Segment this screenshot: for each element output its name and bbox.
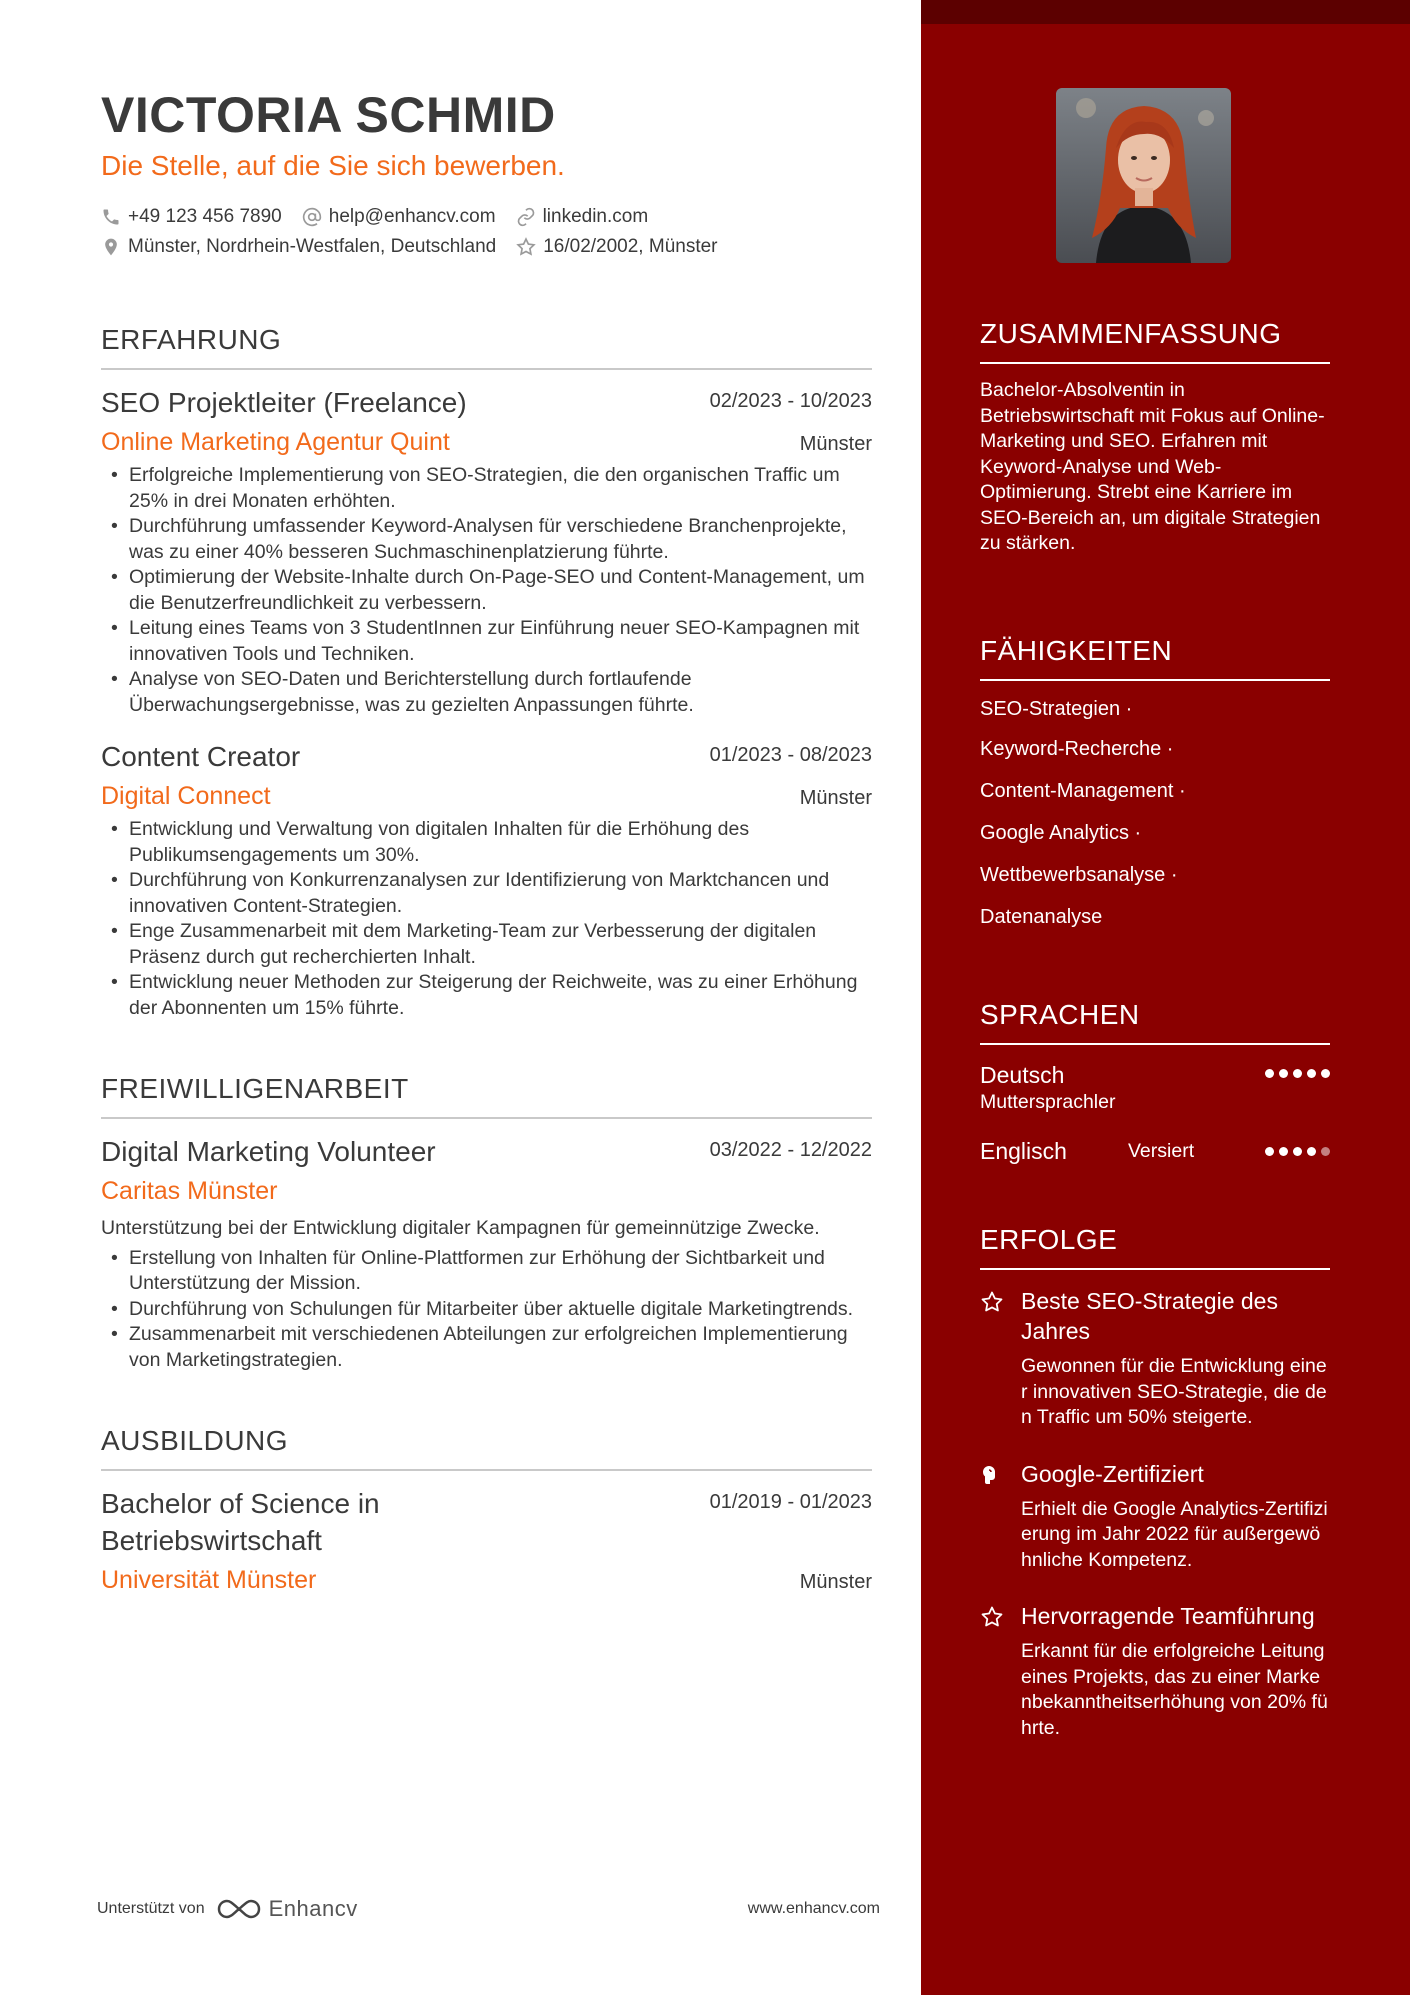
- section-title: AUSBILDUNG: [101, 1423, 872, 1471]
- role-title: SEO Projektleiter (Freelance): [101, 387, 467, 418]
- section-title: FREIWILLIGENARBEIT: [101, 1071, 872, 1119]
- section-title: ZUSAMMENFASSUNG: [980, 316, 1330, 364]
- skills-list: [980, 681, 1330, 933]
- rating-dot-filled: [1307, 1147, 1316, 1156]
- rating-dot-filled: [1279, 1069, 1288, 1078]
- rating-dot-empty: [1321, 1147, 1330, 1156]
- summary-section: [980, 316, 1330, 557]
- brain-icon: [980, 1463, 1004, 1487]
- candidate-name: VICTORIA SCHMID: [101, 87, 556, 143]
- sidebar-top-bar: [921, 0, 1410, 24]
- star-icon: [516, 237, 536, 257]
- profile-photo: [1056, 88, 1231, 263]
- bullet-list: [101, 1246, 872, 1374]
- date-range: 02/2023 - 10/2023: [709, 390, 872, 412]
- bullet-item: • Erfolgreiche Implementierung von SEO-Strategien, die den organischen Traffic um 25% in drei Monaten erhöhten.: [101, 463, 872, 514]
- linkedin-contact[interactable]: [516, 206, 649, 228]
- achievement-item: [980, 1601, 1330, 1741]
- star-icon: [980, 1290, 1004, 1314]
- main-column: [101, 84, 872, 1597]
- bullet-item: • Leitung eines Teams von 3 StudentInnen zur Einführung neuer SEO-Kampagnen mit innovativen Tools und Techniken.: [101, 616, 872, 667]
- email-address: help@enhancv.com: [328, 206, 496, 227]
- language-item: [980, 1137, 1330, 1165]
- date-range: 01/2023 - 08/2023: [709, 744, 872, 766]
- achievement-description: Erhielt die Google Analytics-Zertifizierung im Jahr 2022 für außergewöhnliche Kompetenz.: [1021, 1497, 1328, 1571]
- experience-entry: [101, 738, 872, 1021]
- rating-dot-filled: [1279, 1147, 1288, 1156]
- skill-item: Datenanalyse: [980, 906, 1103, 928]
- phone-icon: [101, 207, 121, 227]
- language-rating: [1265, 1061, 1330, 1078]
- skill-item: Content-Management ·: [980, 780, 1186, 802]
- entry-location: Münster: [799, 433, 872, 455]
- education-entry: [101, 1485, 872, 1597]
- company-name: Online Marketing Agentur Quint: [101, 428, 450, 456]
- bullet-item: • Optimierung der Website-Inhalte durch On-Page-SEO und Content-Management, um die Benutzerfreundlichkeit zu verbessern.: [101, 565, 872, 616]
- rating-dot-filled: [1307, 1069, 1316, 1078]
- map-pin-icon: [101, 237, 121, 257]
- bullet-list: [101, 817, 872, 1021]
- bullet-item: • Durchführung von Konkurrenzanalysen zur Identifizierung von Marktchancen und innovativen Content-Strategien.: [101, 868, 872, 919]
- role-title: Digital Marketing Volunteer: [101, 1136, 436, 1167]
- organization-name: Caritas Münster: [101, 1177, 278, 1205]
- entry-location: Münster: [799, 787, 872, 809]
- bullet-item: • Entwicklung neuer Methoden zur Steigerung der Reichweite, was zu einer Erhöhung der Abonnenten um 15% führte.: [101, 970, 872, 1021]
- location-text: Münster, Nordrhein-Westfalen, Deutschland: [128, 236, 497, 257]
- bullet-item: • Analyse von SEO-Daten und Berichterstellung durch fortlaufende Überwachungsergebnisse, was zu gezielten Anpassungen führte.: [101, 667, 872, 718]
- bullet-list: [101, 463, 872, 718]
- birth-text: 16/02/2002, Münster: [543, 236, 718, 257]
- skill-item: Keyword-Recherche ·: [980, 738, 1174, 760]
- skill-item: Wettbewerbsanalyse ·: [980, 864, 1178, 886]
- bullet-item: • Durchführung von Schulungen für Mitarbeiter über aktuelle digitale Marketingtrends.: [101, 1297, 872, 1323]
- languages-section: [980, 997, 1330, 1165]
- phone-number: +49 123 456 7890: [128, 206, 282, 227]
- rating-dot-filled: [1293, 1147, 1302, 1156]
- language-name: Deutsch: [980, 1062, 1065, 1088]
- achievement-description: Erkannt für die erfolgreiche Leitung eines Projekts, das zu einer Markenbekanntheitserhöhung von 20% führte.: [1021, 1640, 1328, 1739]
- skills-section: [980, 633, 1330, 933]
- company-name: Digital Connect: [101, 782, 271, 810]
- location-contact: [101, 236, 496, 258]
- enhancv-logo-icon: [215, 1896, 263, 1922]
- contact-info: [101, 202, 872, 262]
- birth-contact: [516, 236, 717, 258]
- skill-item: SEO-Strategien ·: [980, 698, 1133, 720]
- experience-section: [101, 322, 872, 1021]
- bullet-item: • Erstellung von Inhalten für Online-Plattformen zur Erhöhung der Sichtbarkeit und Unterstützung der Mission.: [101, 1246, 872, 1297]
- rating-dot-filled: [1293, 1069, 1302, 1078]
- section-title: SPRACHEN: [980, 997, 1330, 1045]
- achievement-item: [980, 1286, 1330, 1431]
- rating-dot-filled: [1265, 1147, 1274, 1156]
- date-range: 01/2019 - 01/2023: [709, 1491, 872, 1513]
- email-contact[interactable]: [302, 206, 496, 228]
- skill-item: Google Analytics ·: [980, 822, 1142, 844]
- section-title: ERFOLGE: [980, 1222, 1330, 1270]
- achievement-title: Beste SEO-Strategie des Jahres: [1021, 1288, 1278, 1344]
- brand-logo[interactable]: [215, 1896, 358, 1922]
- role-title: Content Creator: [101, 741, 301, 772]
- language-item: [980, 1061, 1330, 1115]
- footer-url[interactable]: www.enhancv.com: [747, 1900, 880, 1917]
- rating-dot-filled: [1321, 1069, 1330, 1078]
- rating-dot-filled: [1265, 1069, 1274, 1078]
- volunteering-section: [101, 1071, 872, 1373]
- achievement-title: Hervorragende Teamführung: [1021, 1603, 1315, 1629]
- link-icon: [516, 207, 536, 227]
- language-level: Muttersprachler: [980, 1091, 1116, 1113]
- sidebar: [921, 0, 1410, 1995]
- achievements-section: [980, 1222, 1330, 1741]
- bullet-item: • Enge Zusammenarbeit mit dem Marketing-Team zur Verbesserung der digitalen Präsenz durch gut recherchierten Inhalt.: [101, 919, 872, 970]
- bullet-item: • Entwicklung und Verwaltung von digitalen Inhalten für die Erhöhung des Publikumsengagements um 30%.: [101, 817, 872, 868]
- section-title: FÄHIGKEITEN: [980, 633, 1330, 681]
- achievement-item: [980, 1459, 1330, 1574]
- entry-location: Münster: [799, 1571, 872, 1593]
- powered-by-label: Unterstützt von: [97, 1900, 205, 1917]
- star-icon: [980, 1605, 1004, 1629]
- school-name: Universität Münster: [101, 1566, 317, 1594]
- phone-contact[interactable]: [101, 206, 282, 228]
- language-level: Versiert: [1128, 1140, 1195, 1162]
- degree-title: Bachelor of Science in Betriebswirtschaft: [101, 1488, 380, 1556]
- entry-description: Unterstützung bei der Entwicklung digitaler Kampagnen für gemeinnützige Zwecke.: [101, 1217, 820, 1239]
- language-rating: [1265, 1147, 1330, 1156]
- footer: [97, 1896, 880, 1922]
- date-range: 03/2022 - 12/2022: [709, 1139, 872, 1161]
- job-title: Die Stelle, auf die Sie sich bewerben.: [101, 150, 565, 181]
- summary-text: Bachelor-Absolventin in Betriebswirtschaft mit Fokus auf Online-Marketing und SEO. Erfahren mit Keyword-Analyse und Web-Optimierung. Strebt eine Karriere im SEO-Bereich an, um digitale Strategien zu stärken.: [980, 379, 1325, 554]
- volunteer-entry: [101, 1133, 872, 1373]
- at-icon: [302, 207, 322, 227]
- achievement-description: Gewonnen für die Entwicklung einer innovativen SEO-Strategie, die den Traffic um 50% steigerte.: [1021, 1355, 1327, 1428]
- bullet-item: • Durchführung umfassender Keyword-Analysen für verschiedene Branchenprojekte, was zu einer 40% besseren Suchmaschinenplatzierung führte.: [101, 514, 872, 565]
- brand-name: Enhancv: [268, 1896, 358, 1921]
- bullet-item: • Zusammenarbeit mit verschiedenen Abteilungen zur erfolgreichen Implementierung von Marketingstrategien.: [101, 1322, 872, 1373]
- portrait-image: [1056, 88, 1231, 263]
- achievement-title: Google-Zertifiziert: [1021, 1460, 1204, 1487]
- education-section: [101, 1423, 872, 1597]
- experience-entry: [101, 384, 872, 718]
- powered-by: [97, 1896, 358, 1922]
- linkedin-url: linkedin.com: [542, 206, 649, 227]
- section-title: ERFAHRUNG: [101, 322, 872, 370]
- language-name: Englisch: [980, 1138, 1067, 1164]
